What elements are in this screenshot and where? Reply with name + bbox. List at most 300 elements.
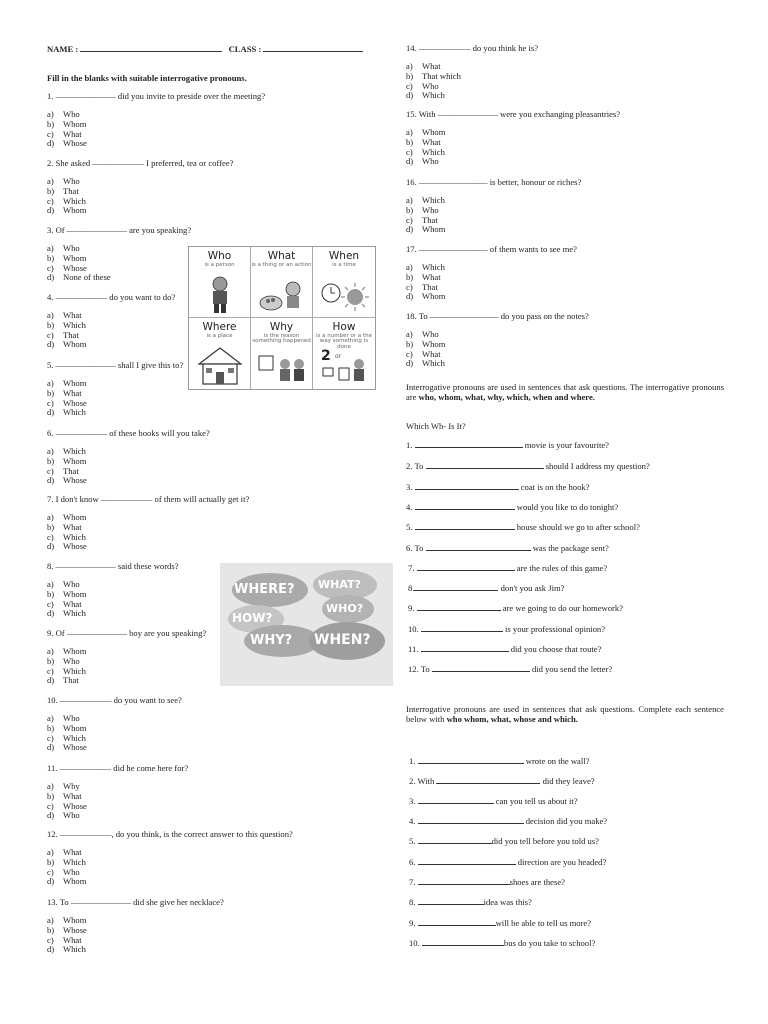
option-letter: a) [406,262,413,272]
option-letter: b) [47,455,55,466]
question-17-options [406,263,445,302]
option-text: Which [63,195,86,206]
option-letter: d) [47,407,55,418]
section2-item-2 [406,461,650,471]
answer-blank[interactable] [418,918,496,926]
option-text: That which [422,70,461,81]
option-letter: c) [406,281,413,292]
item-prefix: 10. [409,938,422,948]
cell-desc: is a thing or an action [251,261,312,268]
option-text: Who [422,80,439,91]
option-text: Whom [63,722,87,733]
section2-item-8 [408,583,564,593]
answer-blank[interactable] [418,836,492,844]
answer-blank[interactable] [418,756,524,764]
item-suffix: don't you ask Jim? [498,583,565,593]
section2-item-5 [406,522,640,532]
option-text: Whom [63,876,87,887]
answer-option[interactable] [406,359,445,369]
option-letter: d) [47,944,55,955]
answer-blank[interactable] [418,796,494,804]
item-prefix: 10. [408,624,421,634]
item-prefix: 9. [409,918,418,928]
section2-intro [406,383,724,402]
question-13-options [47,916,87,955]
option-text: Which [63,944,86,955]
option-text: Which [63,446,86,456]
option-letter: b) [47,924,55,935]
option-text: Whom [63,915,87,925]
item-suffix: wrote on the wall? [523,756,590,766]
option-text: Which [63,608,86,619]
option-text: Whom [63,646,87,656]
section3-item-8 [409,897,532,907]
how-or-text: or [335,353,342,360]
option-letter: d) [406,224,414,235]
answer-blank[interactable] [418,877,510,885]
answer-blank[interactable] [426,543,531,551]
bubble-why: WHY? [250,633,293,648]
objects-icon [257,275,309,315]
option-text: Whose [63,475,87,486]
option-letter: d) [406,156,414,167]
option-letter: d) [47,742,55,753]
section2-item-6 [406,543,609,553]
option-text: That [63,675,79,686]
option-text: Who [422,156,439,167]
option-text: Who [422,204,439,215]
item-suffix: did they leave? [540,776,595,786]
item-suffix: coat is on the hook? [518,482,590,492]
answer-option[interactable] [47,273,111,283]
person-icon [195,275,245,315]
question-5-options [47,379,87,418]
option-letter: b) [47,118,55,129]
section2-item-4 [406,502,618,512]
answer-option[interactable] [47,676,86,686]
option-letter: a) [47,781,54,791]
option-text: Whom [422,291,446,302]
option-letter: a) [406,61,413,71]
item-prefix: 3. [406,482,415,492]
option-text: Which [63,531,86,542]
option-letter: b) [406,204,414,215]
option-letter: d) [47,675,55,686]
section3-item-6 [409,857,606,867]
question-2-options [47,177,86,216]
option-text: Which [422,195,445,205]
option-letter: a) [47,915,54,925]
clock-sun-icon [319,275,371,315]
cell-what [251,247,313,318]
option-text: Which [422,146,445,157]
question-15-options [406,128,445,167]
answer-option[interactable] [47,476,87,486]
option-letter: d) [47,810,55,821]
option-text: Whose [63,138,87,149]
cell-why [251,318,313,389]
option-letter: c) [47,732,54,743]
wh-words-chart-image [188,246,376,390]
cell-desc: is a time [332,261,356,268]
item-prefix: 4. [409,816,418,826]
item-suffix: did you choose that route? [508,644,602,654]
item-prefix: 9. [408,603,417,613]
section3-item-2 [409,776,595,786]
option-letter: c) [47,128,54,139]
option-letter: a) [406,329,413,339]
question-12-options [47,848,86,887]
option-letter: a) [47,243,54,253]
answer-blank[interactable] [415,522,515,530]
option-text: Whose [63,262,87,273]
item-suffix: can you tell us about it? [493,796,578,806]
option-text: What [63,521,82,532]
question-8-options [47,580,86,619]
item-prefix: 3. [409,796,418,806]
option-letter: c) [406,80,413,91]
question-6-prompt: 6. —————— of these books will you take? [47,428,210,438]
item-suffix: shoes are these? [509,877,565,887]
answer-option[interactable] [47,945,87,955]
section3-intro-text: Interrogative pronouns are used in sentences that ask questions. Complete each sentence below with [406,704,724,724]
option-letter: d) [47,138,55,149]
item-suffix: house should we go to after school? [514,522,640,532]
question-14-prompt: 14. —————— do you think he is? [406,43,539,53]
bubble-who: WHO? [326,602,364,615]
option-text: Who [63,713,80,723]
option-letter: c) [406,348,413,359]
option-letter: d) [47,272,55,283]
section2-item-7 [408,563,607,573]
answer-option[interactable] [47,743,87,753]
option-letter: a) [47,579,54,589]
bubble-how: HOW? [232,611,273,625]
question-1-options [47,110,87,149]
answer-blank[interactable] [415,502,515,510]
item-prefix: 5. [409,836,418,846]
section2-item-11 [408,644,601,654]
option-letter: b) [47,185,55,196]
cell-desc: is a place [206,332,233,339]
item-suffix: should I address my question? [543,461,650,471]
option-text: What [63,387,82,398]
answer-blank[interactable] [414,583,498,591]
answer-option[interactable] [47,408,87,418]
school-house-icon [195,346,245,386]
item-prefix: 6. [409,857,418,867]
option-letter: d) [47,475,55,486]
option-letter: a) [47,646,54,656]
question-3-prompt: 3. Of ——————— are you speaking? [47,225,192,235]
option-text: Who [63,579,80,589]
option-text: Why [63,781,80,791]
answer-blank[interactable] [418,897,484,905]
item-prefix: 2. With [409,776,437,786]
option-text: What [422,61,441,71]
option-letter: a) [47,512,54,522]
option-text: That [422,281,438,292]
option-text: Who [422,329,439,339]
item-suffix: is your professional opinion? [502,624,606,634]
item-suffix: are the rules of this game? [514,563,608,573]
option-letter: d) [406,358,414,369]
option-text: Which [63,665,86,676]
answer-option[interactable] [47,542,87,552]
question-5-prompt: 5. ——————— shall I give this to? [47,360,184,370]
option-text: Whom [422,127,446,137]
option-text: Which [63,732,86,743]
section2-item-12 [408,664,612,674]
section2-intro-bold: who, whom, what, why, which, when and where. [418,391,595,402]
answer-blank[interactable] [418,857,516,865]
class-label: CLASS : [228,44,262,54]
section2-item-10 [408,624,605,634]
option-letter: b) [47,319,55,330]
option-text: Which [63,319,86,330]
option-text: That [422,214,438,225]
option-letter: b) [47,521,55,532]
answer-option[interactable] [47,877,86,887]
item-suffix: decision did you make? [523,816,608,826]
question-12-prompt: 12. ——————, do you think, is the correct answer to this question? [47,829,293,839]
section3-intro-bold: who whom, what, whose and which. [446,713,578,724]
option-text: Which [63,856,86,867]
cell-where [189,318,251,389]
answer-blank[interactable] [436,776,540,784]
option-text: That [63,465,79,476]
option-text: Whom [63,455,87,466]
svg-text:2: 2 [321,348,331,364]
question-10-options [47,714,87,753]
item-prefix: 2. To [406,461,426,471]
option-text: Whom [63,205,87,216]
item-prefix: 1. [409,756,418,766]
answer-option[interactable] [406,292,445,302]
option-letter: d) [406,291,414,302]
question-9-options [47,647,86,686]
question-16-prompt: 16. ———————— is better, honour or riches? [406,177,582,187]
option-text: What [63,934,82,945]
option-letter: c) [47,598,54,609]
section3-item-3 [409,796,578,806]
question-8-prompt: 8. ——————— said these words? [47,561,179,571]
section2-item-9 [408,603,623,613]
option-letter: b) [47,387,55,398]
option-text: Whom [63,339,87,350]
cell-word: When [328,250,360,262]
option-letter: d) [47,339,55,350]
option-text: Whom [63,512,87,522]
question-4-prompt: 4. —————— do you want to do? [47,292,176,302]
option-letter: d) [406,90,414,101]
option-text: Who [63,655,80,666]
question-11-options [47,782,87,821]
section3-item-5 [409,836,599,846]
option-text: What [422,271,441,282]
question-18-options [406,330,445,369]
cell-how [313,318,375,389]
cell-when [313,247,375,318]
question-7-options [47,513,87,552]
item-suffix: did you tell before you told us? [491,836,599,846]
section3-item-10 [409,938,595,948]
question-7-prompt: 7. I don't know —————— of them will actually get it? [47,494,250,504]
option-text: What [63,598,82,609]
section3-item-4 [409,816,607,826]
cell-desc: is a number or a the way something is done [316,332,372,351]
section2-title: Which Wh- Is It? [406,421,466,431]
cell-word: Where [202,321,237,333]
answer-option[interactable] [406,91,461,101]
option-text: Whom [63,378,87,388]
option-text: None of these [63,272,111,283]
option-letter: b) [406,70,414,81]
name-blank[interactable] [80,44,222,52]
answer-option[interactable] [406,225,445,235]
item-suffix: are we going to do our homework? [500,603,624,613]
item-prefix: 8. [409,897,418,907]
option-letter: c) [47,800,54,811]
section3-item-9 [409,918,591,928]
option-letter: a) [47,713,54,723]
option-text: That [63,329,79,340]
option-letter: b) [47,790,55,801]
bubble-what: WHAT? [318,578,361,591]
option-text: What [63,847,82,857]
cell-word: How [332,321,356,333]
answer-blank[interactable] [432,664,530,672]
question-9-prompt: 9. Of ——————— boy are you speaking? [47,628,207,638]
wh-bubbles-image [220,563,393,686]
option-text: What [63,128,82,139]
name-label: NAME : [47,44,79,54]
question-16-options [406,196,445,235]
option-text: Whose [63,742,87,753]
option-text: Whose [63,541,87,552]
option-letter: d) [47,205,55,216]
option-text: Who [63,109,80,119]
answer-blank[interactable] [422,938,504,946]
option-text: What [63,310,82,320]
option-letter: b) [47,655,55,666]
answer-blank[interactable] [421,624,503,632]
option-letter: d) [47,876,55,887]
question-14-options [406,62,461,101]
option-text: Which [422,358,445,369]
item-prefix: 7. [408,563,417,573]
option-letter: a) [47,310,54,320]
question-18-prompt: 18. To ———————— do you pass on the notes? [406,311,589,321]
answer-blank[interactable] [415,440,523,448]
name-field [47,44,363,54]
option-letter: b) [47,588,55,599]
option-text: Whose [63,800,87,811]
option-letter: c) [47,531,54,542]
item-prefix: 8. [408,583,415,593]
answer-blank[interactable] [415,482,519,490]
option-letter: c) [47,465,54,476]
option-text: Whom [422,338,446,349]
question-13-prompt: 13. To ——————— did she give her necklace? [47,897,224,907]
option-text: Whom [63,588,87,599]
answer-option[interactable] [406,157,445,167]
option-letter: c) [47,195,54,206]
answer-option[interactable] [47,340,86,350]
answer-blank[interactable] [426,461,544,469]
option-letter: c) [406,214,413,225]
option-letter: b) [47,252,55,263]
option-letter: c) [47,329,54,340]
answer-option[interactable] [47,206,86,216]
option-letter: d) [47,608,55,619]
cell-word: What [267,250,296,262]
option-text: Which [422,262,445,272]
option-letter: c) [406,146,413,157]
answer-blank[interactable] [417,603,501,611]
question-3-options [47,244,111,283]
option-text: Whose [63,924,87,935]
option-letter: a) [47,378,54,388]
class-blank[interactable] [263,44,363,52]
answer-blank[interactable] [421,644,509,652]
answer-option[interactable] [47,609,86,619]
option-text: Which [422,90,445,101]
answer-option[interactable] [47,811,87,821]
item-suffix: movie is your favourite? [522,440,609,450]
question-11-prompt: 11. —————— did he come here for? [47,763,189,773]
option-letter: c) [47,934,54,945]
cell-who [189,247,251,318]
option-letter: c) [47,866,54,877]
answer-blank[interactable] [418,816,524,824]
option-letter: a) [47,109,54,119]
option-letter: a) [406,195,413,205]
option-letter: b) [47,856,55,867]
answer-option[interactable] [47,139,87,149]
item-prefix: 5. [406,522,415,532]
option-text: Who [63,243,80,253]
item-suffix: would you like to do tonight? [514,502,619,512]
section2-item-1 [406,440,609,450]
answer-blank[interactable] [417,563,515,571]
option-text: Who [63,176,80,186]
section3-item-1 [409,756,589,766]
option-text: Whom [422,224,446,235]
item-prefix: 12. To [408,664,432,674]
item-suffix: direction are you headed? [515,857,607,867]
item-suffix: bus do you take to school? [503,938,596,948]
item-suffix: will be able to tell us more? [495,918,592,928]
cell-desc: is a person [204,261,235,268]
item-prefix: 7. [409,877,418,887]
question-10-prompt: 10. —————— do you want to see? [47,695,182,705]
number-tools-icon [319,346,371,386]
bubble-when: WHEN? [314,632,371,648]
section3-item-7 [409,877,565,887]
option-letter: b) [406,271,414,282]
option-text: Whom [63,118,87,129]
question-4-options [47,311,86,350]
option-text: Who [63,810,80,821]
question-2-prompt: 2. She asked —————— I preferred, tea or coffee? [47,158,234,168]
cell-word: Why [269,321,294,333]
item-prefix: 11. [408,644,421,654]
option-text: Who [63,866,80,877]
question-6-options [47,447,87,486]
cell-word: Who [207,250,232,262]
option-text: What [422,348,441,359]
